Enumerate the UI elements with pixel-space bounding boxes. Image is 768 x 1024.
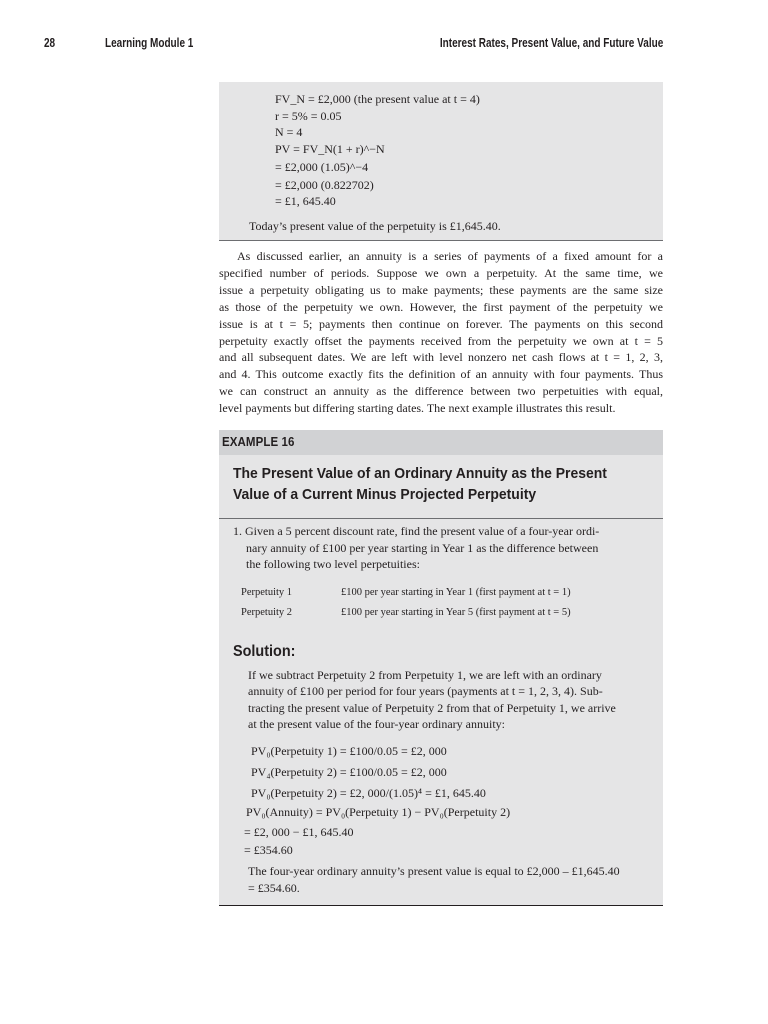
- perpetuity-description: £100 per year starting in Year 1 (first payment at t = 1): [341, 587, 571, 598]
- equation: = £2, 000 − £1, 645.40: [244, 825, 354, 839]
- question-line: nary annuity of £100 per year starting in Year 1 as the difference between: [246, 540, 599, 555]
- paragraph-line: and 4. This outcome exactly fits the definition of an annuity with four payments. Thus: [219, 367, 663, 382]
- perpetuity-label: Perpetuity 1: [241, 587, 293, 598]
- conclusion-line: The four-year ordinary annuity’s present value is equal to £2,000 – £1,645.40: [248, 864, 620, 878]
- solution-conclusion: [248, 863, 620, 896]
- running-header: [0, 36, 768, 52]
- example-box: [219, 455, 663, 905]
- question-line: 1. Given a 5 percent discount rate, find the present value of a four-year ordi-: [233, 524, 600, 538]
- solution-text: [248, 667, 616, 732]
- question: [233, 523, 599, 573]
- page-number: 28: [44, 36, 56, 50]
- solution-line: If we subtract Perpetuity 2 from Perpetuity 1, we are left with an ordinary: [248, 668, 602, 682]
- paragraph-line: level payments but differing starting dates. The next example illustrates this result.: [219, 401, 616, 416]
- solution-line: tracting the present value of Perpetuity 2 from that of Perpetuity 1, we arrive: [248, 700, 616, 715]
- solution-line: at the present value of the four-year ordinary annuity:: [248, 716, 505, 731]
- paragraph-line: perpetuity exactly offset the payments received from the perpetuity we own at t = 5: [219, 333, 663, 348]
- solution-heading: Solution:: [233, 643, 296, 660]
- math-line: r = 5% = 0.05: [275, 109, 342, 123]
- module-label: Learning Module 1: [105, 36, 194, 50]
- perpetuity-description: £100 per year starting in Year 5 (first payment at t = 5): [341, 607, 571, 618]
- paragraph-line: we can construct an annuity as the difference between two perpetuities with equal,: [219, 384, 663, 399]
- section-divider: [219, 240, 663, 241]
- equation: PV₀(Perpetuity 2) = £2, 000/(1.05)⁴ = £1, 645.40: [251, 786, 486, 800]
- question-line: the following two level perpetuities:: [246, 557, 420, 571]
- chapter-title: Interest Rates, Present Value, and Future Value: [439, 36, 663, 50]
- example-title: [233, 463, 624, 505]
- math-line: N = 4: [275, 125, 303, 139]
- paragraph-line: issue a perpetuity obligating us to make payments; these payments are the same size: [219, 282, 663, 297]
- math-line: = £2,000 (1.05)^−4: [275, 160, 369, 174]
- paragraph-line: issue is at t = 5; payments then continue on forever. The payments on this second: [219, 316, 663, 331]
- math-line: PV = FV_N(1 + r)^−N: [275, 142, 385, 156]
- math-line: = £2,000 (0.822702): [275, 178, 374, 192]
- equation: = £354.60: [244, 843, 293, 857]
- body-paragraph: [219, 248, 663, 417]
- paragraph-line: and all subsequent dates. We are left with level nonzero net cash flows at t = 1, 2, 3,: [219, 350, 663, 365]
- solution-line: annuity of £100 per period for four years (payments at t = 1, 2, 3, 4). Sub-: [248, 684, 603, 699]
- equation: PV₄(Perpetuity 2) = £100/0.05 = £2, 000: [251, 765, 447, 779]
- perpetuity-label: Perpetuity 2: [241, 607, 293, 618]
- example-label: EXAMPLE 16: [222, 435, 295, 449]
- paragraph-line: As discussed earlier, an annuity is a series of payments of a fixed amount for a: [237, 249, 663, 263]
- previous-example-conclusion: Today’s present value of the perpetuity is £1,645.40.: [249, 219, 501, 233]
- conclusion-line: = £354.60.: [248, 880, 300, 895]
- example-title-line: The Present Value of an Ordinary Annuity as the Present: [233, 465, 607, 482]
- example-bottom-rule: [219, 905, 663, 906]
- equation: PV₀(Annuity) = PV₀(Perpetuity 1) − PV₀(Perpetuity 2): [246, 805, 511, 819]
- example-title-line: Value of a Current Minus Projected Perpetuity: [233, 486, 537, 503]
- example-label-bar: [219, 430, 663, 455]
- math-line: = £1, 645.40: [275, 194, 336, 208]
- previous-example-solution: [219, 82, 663, 240]
- math-line: FV_N = £2,000 (the present value at t = 4): [275, 92, 480, 106]
- paragraph-line: specified number of periods. Suppose we own a perpetuity. At the same time, we: [219, 265, 663, 280]
- equation: PV₀(Perpetuity 1) = £100/0.05 = £2, 000: [251, 744, 447, 758]
- paragraph-line: as those of the perpetuity we own. However, the first payment of the perpetuity we: [219, 299, 663, 314]
- example-divider: [219, 518, 663, 519]
